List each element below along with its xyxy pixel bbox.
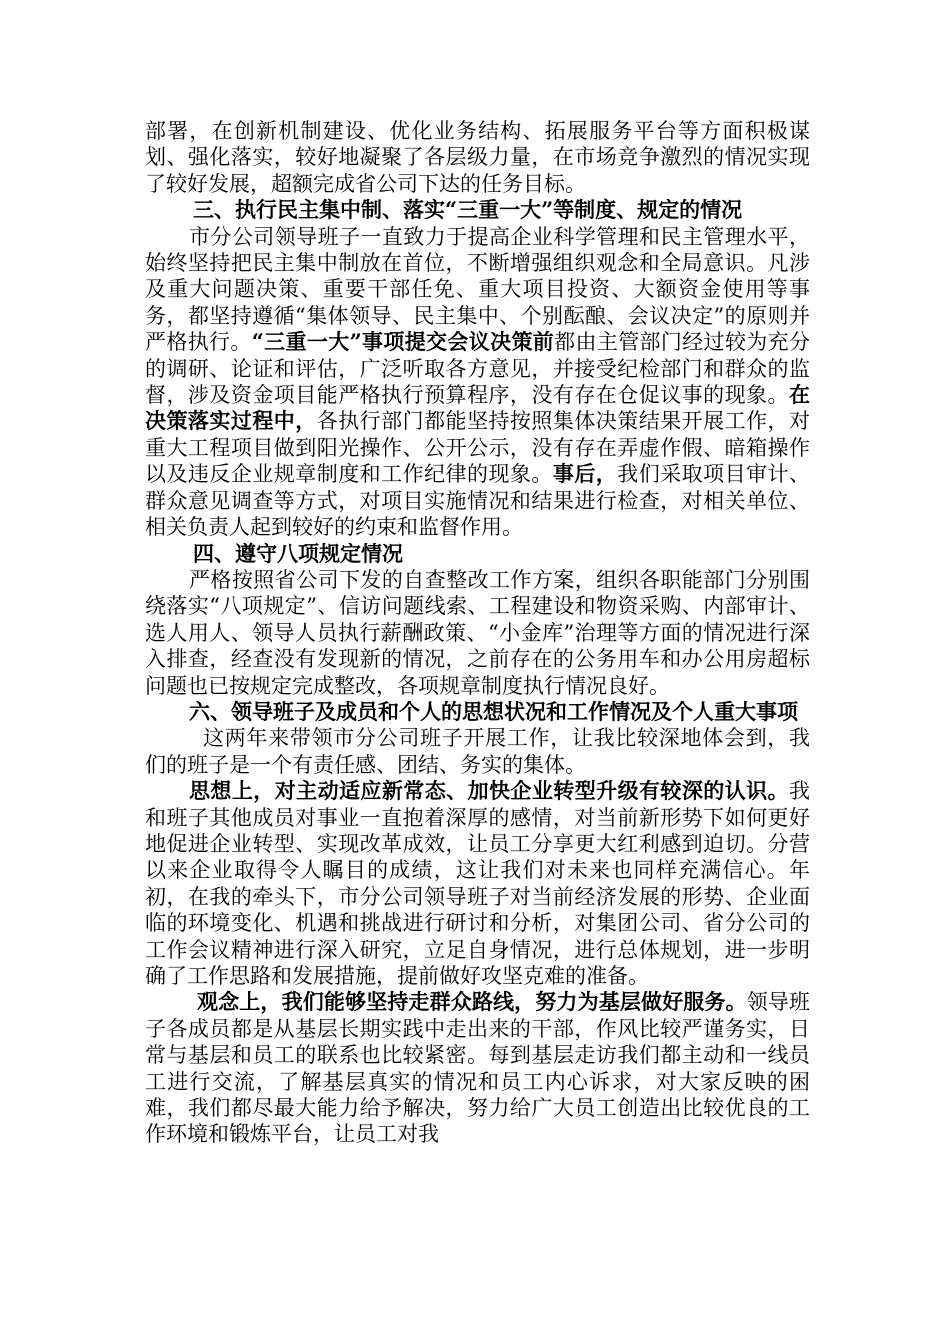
paragraph-text: 我们采取项目审计、群众意见调查等方式，对项目实施情况和结果进行检查，对相关单位、相关负责人起到较好的约束和监督作用。 bbox=[145, 462, 811, 540]
section-heading-4: 四、遵守八项规定情况 bbox=[193, 540, 403, 566]
bold-phrase: 事后， bbox=[552, 461, 618, 487]
document-page bbox=[145, 118, 810, 1148]
bold-phrase: “三重一大”事项提交会议决策前 bbox=[251, 329, 555, 355]
bold-phrase: 思想上，对主动适应新常态、加快企业转型升级有较深的认识。 bbox=[189, 778, 789, 804]
bold-phrase: 在决策落实过程中， bbox=[145, 382, 810, 434]
paragraph-democratic-centralism bbox=[145, 224, 810, 541]
paragraph-team-experience: 这两年来带领市分公司班子开展工作，让我比较深地体会到，我们的班子是一个有责任感、团结、务实的集体。 bbox=[145, 726, 810, 777]
paragraph-text: 市分公司领导班子一直致力于提高企业科学管理和民主管理水平，始终坚持把民主集中制放在首位，不断增强组织观念和全局意识。凡涉及重大问题决策、重要干部任免、重大项目投资、大额资金使用等事务，都坚持遵循“集体领导、民主集中、个别酝酿、会议决定”的原则并严格执行。 bbox=[145, 224, 810, 355]
paragraph-continuation: 部署，在创新机制建设、优化业务结构、拓展服务平台等方面积极谋划、强化落实，较好地凝聚了各层级力量，在市场竞争激烈的情况实现了较好发展，超额完成省公司下达的任务目标。 bbox=[145, 119, 810, 196]
paragraph-text: 我和班子其他成员对事业一直抱着深厚的感情，对当前新形势下如何更好地促进企业转型、实现改革成效，让员工分享更大红利感到迫切。分营以来企业取得令人瞩目的成绩，这让我们对未来也同样充满信心。年初，在我的牵头下，市分公司领导班子对当前经济发展的形势、企业面临的环境变化、机遇和挑战进行研讨和分析，对集团公司、省分公司的工作会议精神进行深入研究，立足自身情况，进行总体规划，进一步明确了工作思路和发展措施，提前做好攻坚克难的准备。 bbox=[145, 779, 810, 988]
paragraph-thinking bbox=[145, 778, 810, 989]
section-heading-6: 六、领导班子及成员和个人的思想状况和工作情况及个人重大事项 bbox=[189, 698, 798, 724]
paragraph-text: 都由主管部门经过较为充分的调研、论证和评估，广泛听取各方意见，并接受纪检部门和群众的监督，涉及资金项目能严格执行预算程序，没有存在仓促议事的现象。 bbox=[145, 330, 810, 408]
paragraph-text: 领导班子各成员都是从基层长期实践中走出来的干部，作风比较严谨务实，日常与基层和员工的联系也比较紧密。每到基层走访我们都主动和一线员工进行交流，了解基层真实的情况和员工内心诉求，对大家反映的困难，我们都尽最大能力给予解决，努力给广大员工创造出比较优良的工作环境和锻炼平台，让员工对我 bbox=[145, 990, 811, 1147]
bold-phrase: 观念上，我们能够坚持走群众路线，努力为基层做好服务。 bbox=[197, 989, 747, 1015]
paragraph-concept bbox=[145, 989, 810, 1147]
paragraph-text: 各执行部门都能坚持按照集体决策结果开展工作，对重大工程项目做到阳光操作、公开公示，没有存在弄虚作假、暗箱操作以及违反企业规章制度和工作纪律的现象。 bbox=[145, 409, 810, 487]
section-heading-3: 三、执行民主集中制、落实“三重一大”等制度、规定的情况 bbox=[193, 197, 743, 223]
paragraph-eight-rules: 严格按照省公司下发的自查整改工作方案，组织各职能部门分别围绕落实“八项规定”、信访问题线索、工程建设和物资采购、内部审计、选人用人、领导人员执行薪酬政策、“小金库”治理等方面的情况进行深入排查，经查没有发现新的情况，之前存在的公务用车和办公用房超标问题也已按规定完成整改，各项规章制度执行情况良好。 bbox=[145, 567, 810, 698]
